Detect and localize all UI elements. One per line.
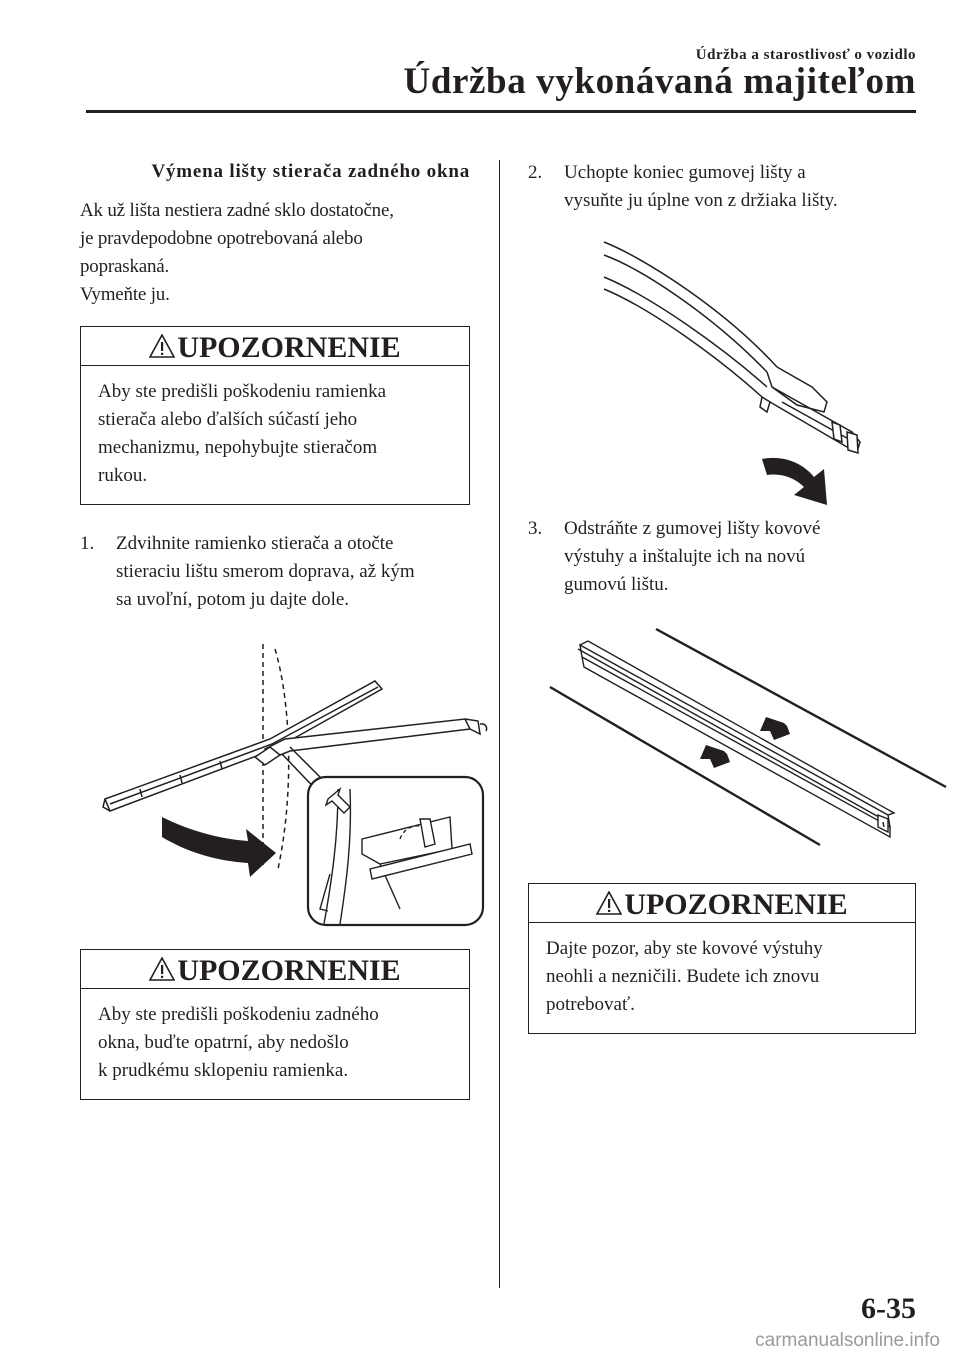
caution-box-arm <box>80 326 470 505</box>
rotate-arrow-icon <box>162 817 276 877</box>
section-heading: Výmena lišty stierača zadného okna <box>151 161 470 182</box>
right-column <box>528 155 916 1034</box>
step-text: Odstráňte z gumovej lišty kovové výstuhy a inštalujte ich na novú gumovú lištu. <box>564 518 821 595</box>
caution-header <box>529 884 915 923</box>
step-text: Zdvihnite ramienko stierača a otočte stieraciu lištu smerom doprava, až kým sa uvoľní, potom ju dajte dole. <box>116 533 415 610</box>
page-number: 6-35 <box>861 1292 916 1325</box>
footer-watermark: carmanualsonline.info <box>755 1330 940 1351</box>
stiffener-illustration <box>538 627 950 859</box>
running-header-title: Údržba vykonávaná majiteľom <box>403 61 916 102</box>
step-number: 2. <box>528 162 543 183</box>
step-text: Uchopte koniec gumovej lišty a vysuňte ju úplne von z držiaka lišty. <box>564 162 838 211</box>
caution-header <box>81 327 469 366</box>
caution-text: Aby ste predišli poškodeniu ramienka stierača alebo ďalších súčastí jeho mechanizmu, nepohybujte stieračom rukou. <box>98 381 387 486</box>
pull-out-arrow-icon <box>762 458 827 505</box>
insert-arrow-icon <box>760 717 790 740</box>
step-3 <box>528 515 916 599</box>
caution-header <box>81 950 469 989</box>
warning-triangle-icon <box>149 334 175 358</box>
insert-arrow-icon <box>700 745 730 768</box>
warning-triangle-icon <box>149 957 175 981</box>
caution-label: UPOZORNENIE <box>624 888 848 921</box>
intro-paragraph: Ak už lišta nestiera zadné sklo dostatočne, je pravdepodobne opotrebovaná alebo popraskaná. Vymeňte ju. <box>80 200 394 305</box>
caution-label: UPOZORNENIE <box>177 954 401 987</box>
caution-box-stiffeners <box>528 883 916 1034</box>
caution-text: Aby ste predišli poškodeniu zadného okna, buďte opatrní, aby nedošlo k prudkému sklopeniu ramienka. <box>98 1004 379 1081</box>
caution-box-window <box>80 949 470 1100</box>
wiper-arm-illustration <box>100 639 505 929</box>
step-1 <box>80 530 470 614</box>
caution-text: Dajte pozor, aby ste kovové výstuhy neohli a nezničili. Budete ich znovu potrebovať. <box>546 938 823 1015</box>
caution-label: UPOZORNENIE <box>177 331 401 364</box>
left-column <box>80 155 470 1100</box>
blade-removal-illustration <box>602 237 862 507</box>
warning-triangle-icon <box>596 891 622 915</box>
step-number: 1. <box>80 533 95 554</box>
header-rule <box>86 110 916 113</box>
step-number: 3. <box>528 518 543 539</box>
running-header-subtitle: Údržba a starostlivosť o vozidlo <box>695 47 916 63</box>
step-2 <box>528 159 916 215</box>
